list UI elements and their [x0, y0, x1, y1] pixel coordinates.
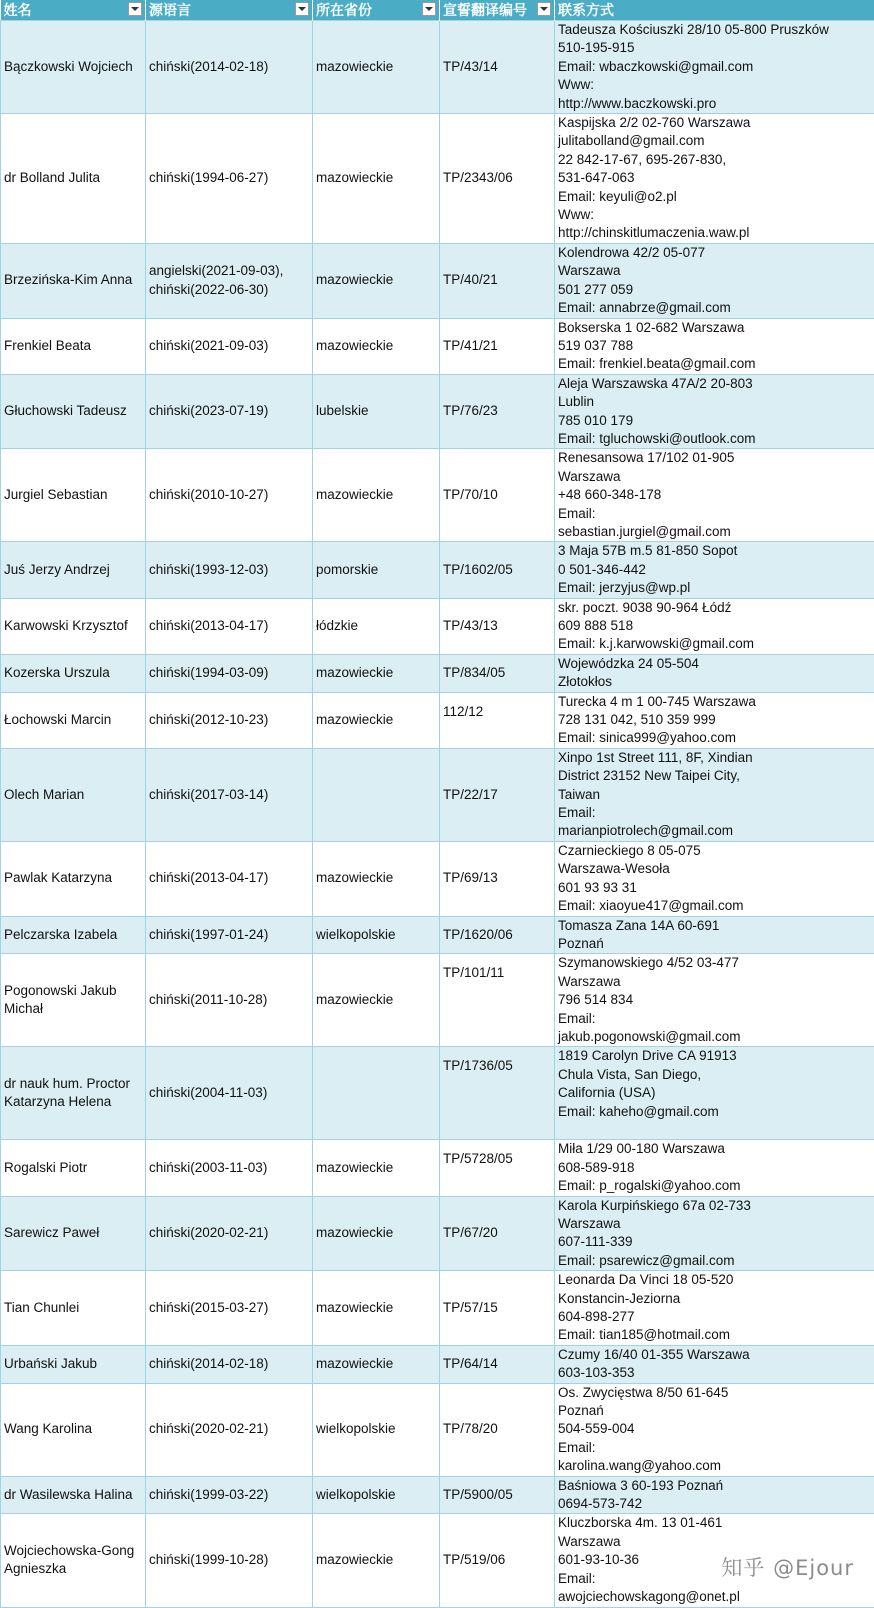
cell-source-language[interactable]: chiński(1997-01-24)	[146, 916, 313, 954]
cell-contact[interactable]: Wojewódzka 24 05-504 Złotokłos	[555, 654, 874, 692]
cell-name[interactable]: Pelczarska Izabela	[1, 916, 146, 954]
cell-name[interactable]: dr nauk hum. Proctor Katarzyna Helena	[1, 1047, 146, 1140]
column-header-province[interactable]	[313, 0, 440, 21]
chevron-down-icon	[131, 7, 139, 11]
cell-contact[interactable]: Kaspijska 2/2 02-760 Warszawa julitabolland@gmail.com 22 842-17-67, 695-267-830, 531-647-063 Email: keyuli@o2.pl Www: http://chinskitlumaczenia.waw.pl	[555, 114, 874, 244]
cell-contact[interactable]: Baśniowa 3 60-193 Poznań 0694-573-742	[555, 1476, 874, 1514]
cell-province[interactable]: mazowieckie	[313, 1196, 440, 1271]
watermark: 知乎 @Ejour	[721, 1552, 854, 1582]
column-header-contact[interactable]	[555, 0, 874, 21]
column-header-label: 所在省份	[316, 0, 372, 20]
cell-source-language[interactable]: chiński(2004-11-03)	[146, 1047, 313, 1140]
cell-name[interactable]: Wojciechowska-Gong Agnieszka	[1, 1514, 146, 1607]
cell-province[interactable]: lubelskie	[313, 374, 440, 449]
cell-contact[interactable]: Aleja Warszawska 47A/2 20-803 Lublin 785 010 179 Email: tgluchowski@outlook.com	[555, 374, 874, 449]
header-row	[1, 0, 874, 21]
cell-contact[interactable]: Renesansowa 17/102 01-905 Warszawa +48 660-348-178 Email: sebastian.jurgiel@gmail.com	[555, 449, 874, 542]
cell-contact[interactable]: Turecka 4 m 1 00-745 Warszawa 728 131 042, 510 359 999 Email: sinica999@yahoo.com	[555, 692, 874, 748]
cell-name[interactable]: Wang Karolina	[1, 1383, 146, 1476]
cell-name[interactable]: Karwowski Krzysztof	[1, 598, 146, 654]
cell-sworn-number[interactable]: TP/43/14	[440, 21, 555, 114]
cell-contact[interactable]: skr. poczt. 9038 90-964 Łódź 609 888 518 Email: k.j.karwowski@gmail.com	[555, 598, 874, 654]
cell-province[interactable]: mazowieckie	[313, 654, 440, 692]
table-row[interactable]	[1, 1476, 874, 1514]
table-body	[1, 21, 874, 1608]
cell-name[interactable]: Łochowski Marcin	[1, 692, 146, 748]
table-row[interactable]	[1, 1047, 874, 1140]
column-header-label: 源语言	[149, 0, 191, 20]
cell-sworn-number[interactable]: TP/76/23	[440, 374, 555, 449]
cell-sworn-number[interactable]: TP/5900/05	[440, 1476, 555, 1514]
cell-sworn-number[interactable]: TP/22/17	[440, 748, 555, 841]
cell-sworn-number[interactable]: TP/2343/06	[440, 114, 555, 244]
cell-province[interactable]: wielkopolskie	[313, 916, 440, 954]
cell-source-language[interactable]: chiński(2012-10-23)	[146, 692, 313, 748]
cell-name[interactable]: Głuchowski Tadeusz	[1, 374, 146, 449]
cell-sworn-number[interactable]: TP/67/20	[440, 1196, 555, 1271]
filter-dropdown-button[interactable]	[537, 2, 551, 16]
table-row[interactable]	[1, 318, 874, 374]
table-row[interactable]	[1, 1383, 874, 1476]
cell-source-language[interactable]: chiński(2021-09-03)	[146, 318, 313, 374]
column-header-name[interactable]	[1, 0, 146, 21]
filter-dropdown-button[interactable]	[128, 2, 142, 16]
cell-contact[interactable]: 3 Maja 57B m.5 81-850 Sopot 0 501-346-442 Email: jerzyjus@wp.pl	[555, 542, 874, 598]
table-row[interactable]	[1, 1345, 874, 1383]
filter-dropdown-button[interactable]	[422, 2, 436, 16]
table-row[interactable]	[1, 374, 874, 449]
table-row[interactable]	[1, 654, 874, 692]
cell-sworn-number[interactable]: TP/5728/05	[440, 1140, 555, 1196]
cell-province[interactable]: wielkopolskie	[313, 1476, 440, 1514]
cell-contact[interactable]: Kluczborska 4m. 13 01-461 Warszawa 601-93-10-36 Email: awojciechowskagong@onet.pl	[555, 1514, 874, 1607]
cell-source-language[interactable]: chiński(1994-03-09)	[146, 654, 313, 692]
cell-name[interactable]: dr Wasilewska Halina	[1, 1476, 146, 1514]
cell-source-language[interactable]: chiński(2011-10-28)	[146, 954, 313, 1047]
cell-source-language[interactable]: chiński(1999-10-28)	[146, 1514, 313, 1607]
cell-province[interactable]: łódzkie	[313, 598, 440, 654]
table-row[interactable]	[1, 748, 874, 841]
cell-source-language[interactable]: chiński(1999-03-22)	[146, 1476, 313, 1514]
cell-name[interactable]: Pawlak Katarzyna	[1, 841, 146, 916]
cell-name[interactable]: Rogalski Piotr	[1, 1140, 146, 1196]
cell-name[interactable]: Juś Jerzy Andrzej	[1, 542, 146, 598]
cell-province[interactable]	[313, 1047, 440, 1140]
table-row[interactable]	[1, 841, 874, 916]
column-header-sworn-number[interactable]	[440, 0, 555, 21]
table-row[interactable]	[1, 243, 874, 318]
cell-sworn-number[interactable]: TP/1736/05	[440, 1047, 555, 1140]
column-header-source-language[interactable]	[146, 0, 313, 21]
cell-source-language[interactable]: chiński(2013-04-17)	[146, 598, 313, 654]
cell-name[interactable]: Jurgiel Sebastian	[1, 449, 146, 542]
table-row[interactable]	[1, 598, 874, 654]
cell-source-language[interactable]: chiński(2003-11-03)	[146, 1140, 313, 1196]
cell-source-language[interactable]: chiński(2013-04-17)	[146, 841, 313, 916]
cell-province[interactable]: mazowieckie	[313, 692, 440, 748]
cell-source-language[interactable]: chiński(2014-02-18)	[146, 1345, 313, 1383]
column-header-label: 宣誓翻译编号	[443, 0, 527, 20]
cell-province[interactable]: mazowieckie	[313, 449, 440, 542]
cell-contact[interactable]: 1819 Carolyn Drive CA 91913 Chula Vista, San Diego, California (USA) Email: kaheho@gmail.com	[555, 1047, 874, 1140]
cell-province[interactable]: mazowieckie	[313, 1140, 440, 1196]
cell-sworn-number[interactable]: TP/834/05	[440, 654, 555, 692]
cell-province[interactable]: mazowieckie	[313, 21, 440, 114]
table-row[interactable]	[1, 1140, 874, 1196]
cell-source-language[interactable]: chiński(1993-12-03)	[146, 542, 313, 598]
chevron-down-icon	[540, 7, 548, 11]
cell-province[interactable]	[313, 748, 440, 841]
cell-name[interactable]: Frenkiel Beata	[1, 318, 146, 374]
cell-name[interactable]: Sarewicz Paweł	[1, 1196, 146, 1271]
table-row[interactable]	[1, 954, 874, 1047]
cell-sworn-number[interactable]: TP/78/20	[440, 1383, 555, 1476]
cell-source-language[interactable]: chiński(2023-07-19)	[146, 374, 313, 449]
cell-province[interactable]: mazowieckie	[313, 1514, 440, 1607]
cell-source-language[interactable]: chiński(1994-06-27)	[146, 114, 313, 244]
cell-sworn-number[interactable]: TP/1602/05	[440, 542, 555, 598]
cell-contact[interactable]: Karola Kurpińskiego 67a 02-733 Warszawa 607-111-339 Email: psarewicz@gmail.com	[555, 1196, 874, 1271]
cell-name[interactable]: dr Bolland Julita	[1, 114, 146, 244]
table-row[interactable]	[1, 21, 874, 114]
cell-contact[interactable]: Czarnieckiego 8 05-075 Warszawa-Wesoła 601 93 93 31 Email: xiaoyue417@gmail.com	[555, 841, 874, 916]
cell-contact[interactable]: Os. Zwycięstwa 8/50 61-645 Poznań 504-559-004 Email: karolina.wang@yahoo.com	[555, 1383, 874, 1476]
cell-contact[interactable]: Tadeusza Kościuszki 28/10 05-800 Pruszków 510-195-915 Email: wbaczkowski@gmail.com Www: http://www.baczkowski.pro	[555, 21, 874, 114]
cell-contact[interactable]: Bokserska 1 02-682 Warszawa 519 037 788 Email: frenkiel.beata@gmail.com	[555, 318, 874, 374]
cell-province[interactable]: mazowieckie	[313, 1345, 440, 1383]
cell-sworn-number[interactable]: TP/43/13	[440, 598, 555, 654]
table-row[interactable]	[1, 449, 874, 542]
cell-province[interactable]: mazowieckie	[313, 114, 440, 244]
cell-province[interactable]: mazowieckie	[313, 1271, 440, 1346]
table-row[interactable]	[1, 692, 874, 748]
cell-source-language[interactable]: chiński(2017-03-14)	[146, 748, 313, 841]
cell-contact[interactable]: Szymanowskiego 4/52 03-477 Warszawa 796 514 834 Email: jakub.pogonowski@gmail.com	[555, 954, 874, 1047]
cell-sworn-number[interactable]: TP/41/21	[440, 318, 555, 374]
cell-source-language[interactable]: angielski(2021-09-03), chiński(2022-06-30)	[146, 243, 313, 318]
cell-province[interactable]: mazowieckie	[313, 243, 440, 318]
cell-province[interactable]: mazowieckie	[313, 954, 440, 1047]
cell-source-language[interactable]: chiński(2020-02-21)	[146, 1383, 313, 1476]
cell-contact[interactable]: Miła 1/29 00-180 Warszawa 608-589-918 Email: p_rogalski@yahoo.com	[555, 1140, 874, 1196]
cell-contact[interactable]: Kolendrowa 42/2 05-077 Warszawa 501 277 059 Email: annabrze@gmail.com	[555, 243, 874, 318]
chevron-down-icon	[298, 7, 306, 11]
column-header-label: 联系方式	[558, 0, 614, 20]
cell-name[interactable]: Bączkowski Wojciech	[1, 21, 146, 114]
cell-name[interactable]: Olech Marian	[1, 748, 146, 841]
cell-source-language[interactable]: chiński(2015-03-27)	[146, 1271, 313, 1346]
cell-province[interactable]: pomorskie	[313, 542, 440, 598]
table-row[interactable]	[1, 114, 874, 244]
cell-name[interactable]: Urbański Jakub	[1, 1345, 146, 1383]
cell-province[interactable]: mazowieckie	[313, 841, 440, 916]
cell-source-language[interactable]: chiński(2020-02-21)	[146, 1196, 313, 1271]
cell-sworn-number[interactable]: TP/1620/06	[440, 916, 555, 954]
table-row[interactable]	[1, 1271, 874, 1346]
column-header-label: 姓名	[4, 0, 32, 20]
cell-name[interactable]: Kozerska Urszula	[1, 654, 146, 692]
chevron-down-icon	[425, 7, 433, 11]
cell-contact[interactable]: Tomasza Zana 14A 60-691 Poznań	[555, 916, 874, 954]
cell-source-language[interactable]: chiński(2014-02-18)	[146, 21, 313, 114]
cell-contact[interactable]: Czumy 16/40 01-355 Warszawa 603-103-353	[555, 1345, 874, 1383]
cell-sworn-number[interactable]: 112/12	[440, 692, 555, 748]
cell-sworn-number[interactable]: TP/519/06	[440, 1514, 555, 1607]
cell-sworn-number[interactable]: TP/64/14	[440, 1345, 555, 1383]
cell-name[interactable]: Brzezińska-Kim Anna	[1, 243, 146, 318]
cell-sworn-number[interactable]: TP/101/11	[440, 954, 555, 1047]
cell-sworn-number[interactable]: TP/69/13	[440, 841, 555, 916]
cell-source-language[interactable]: chiński(2010-10-27)	[146, 449, 313, 542]
cell-sworn-number[interactable]: TP/70/10	[440, 449, 555, 542]
cell-contact[interactable]: Xinpo 1st Street 111, 8F, Xindian District 23152 New Taipei City, Taiwan Email: marianpiotrolech@gmail.com	[555, 748, 874, 841]
table-row[interactable]	[1, 916, 874, 954]
cell-sworn-number[interactable]: TP/57/15	[440, 1271, 555, 1346]
cell-name[interactable]: Tian Chunlei	[1, 1271, 146, 1346]
table-row[interactable]	[1, 542, 874, 598]
cell-province[interactable]: mazowieckie	[313, 318, 440, 374]
table-row[interactable]	[1, 1196, 874, 1271]
cell-province[interactable]: wielkopolskie	[313, 1383, 440, 1476]
cell-name[interactable]: Pogonowski Jakub Michał	[1, 954, 146, 1047]
cell-contact[interactable]: Leonarda Da Vinci 18 05-520 Konstancin-Jeziorna 604-898-277 Email: tian185@hotmail.com	[555, 1271, 874, 1346]
filter-dropdown-button[interactable]	[295, 2, 309, 16]
cell-sworn-number[interactable]: TP/40/21	[440, 243, 555, 318]
